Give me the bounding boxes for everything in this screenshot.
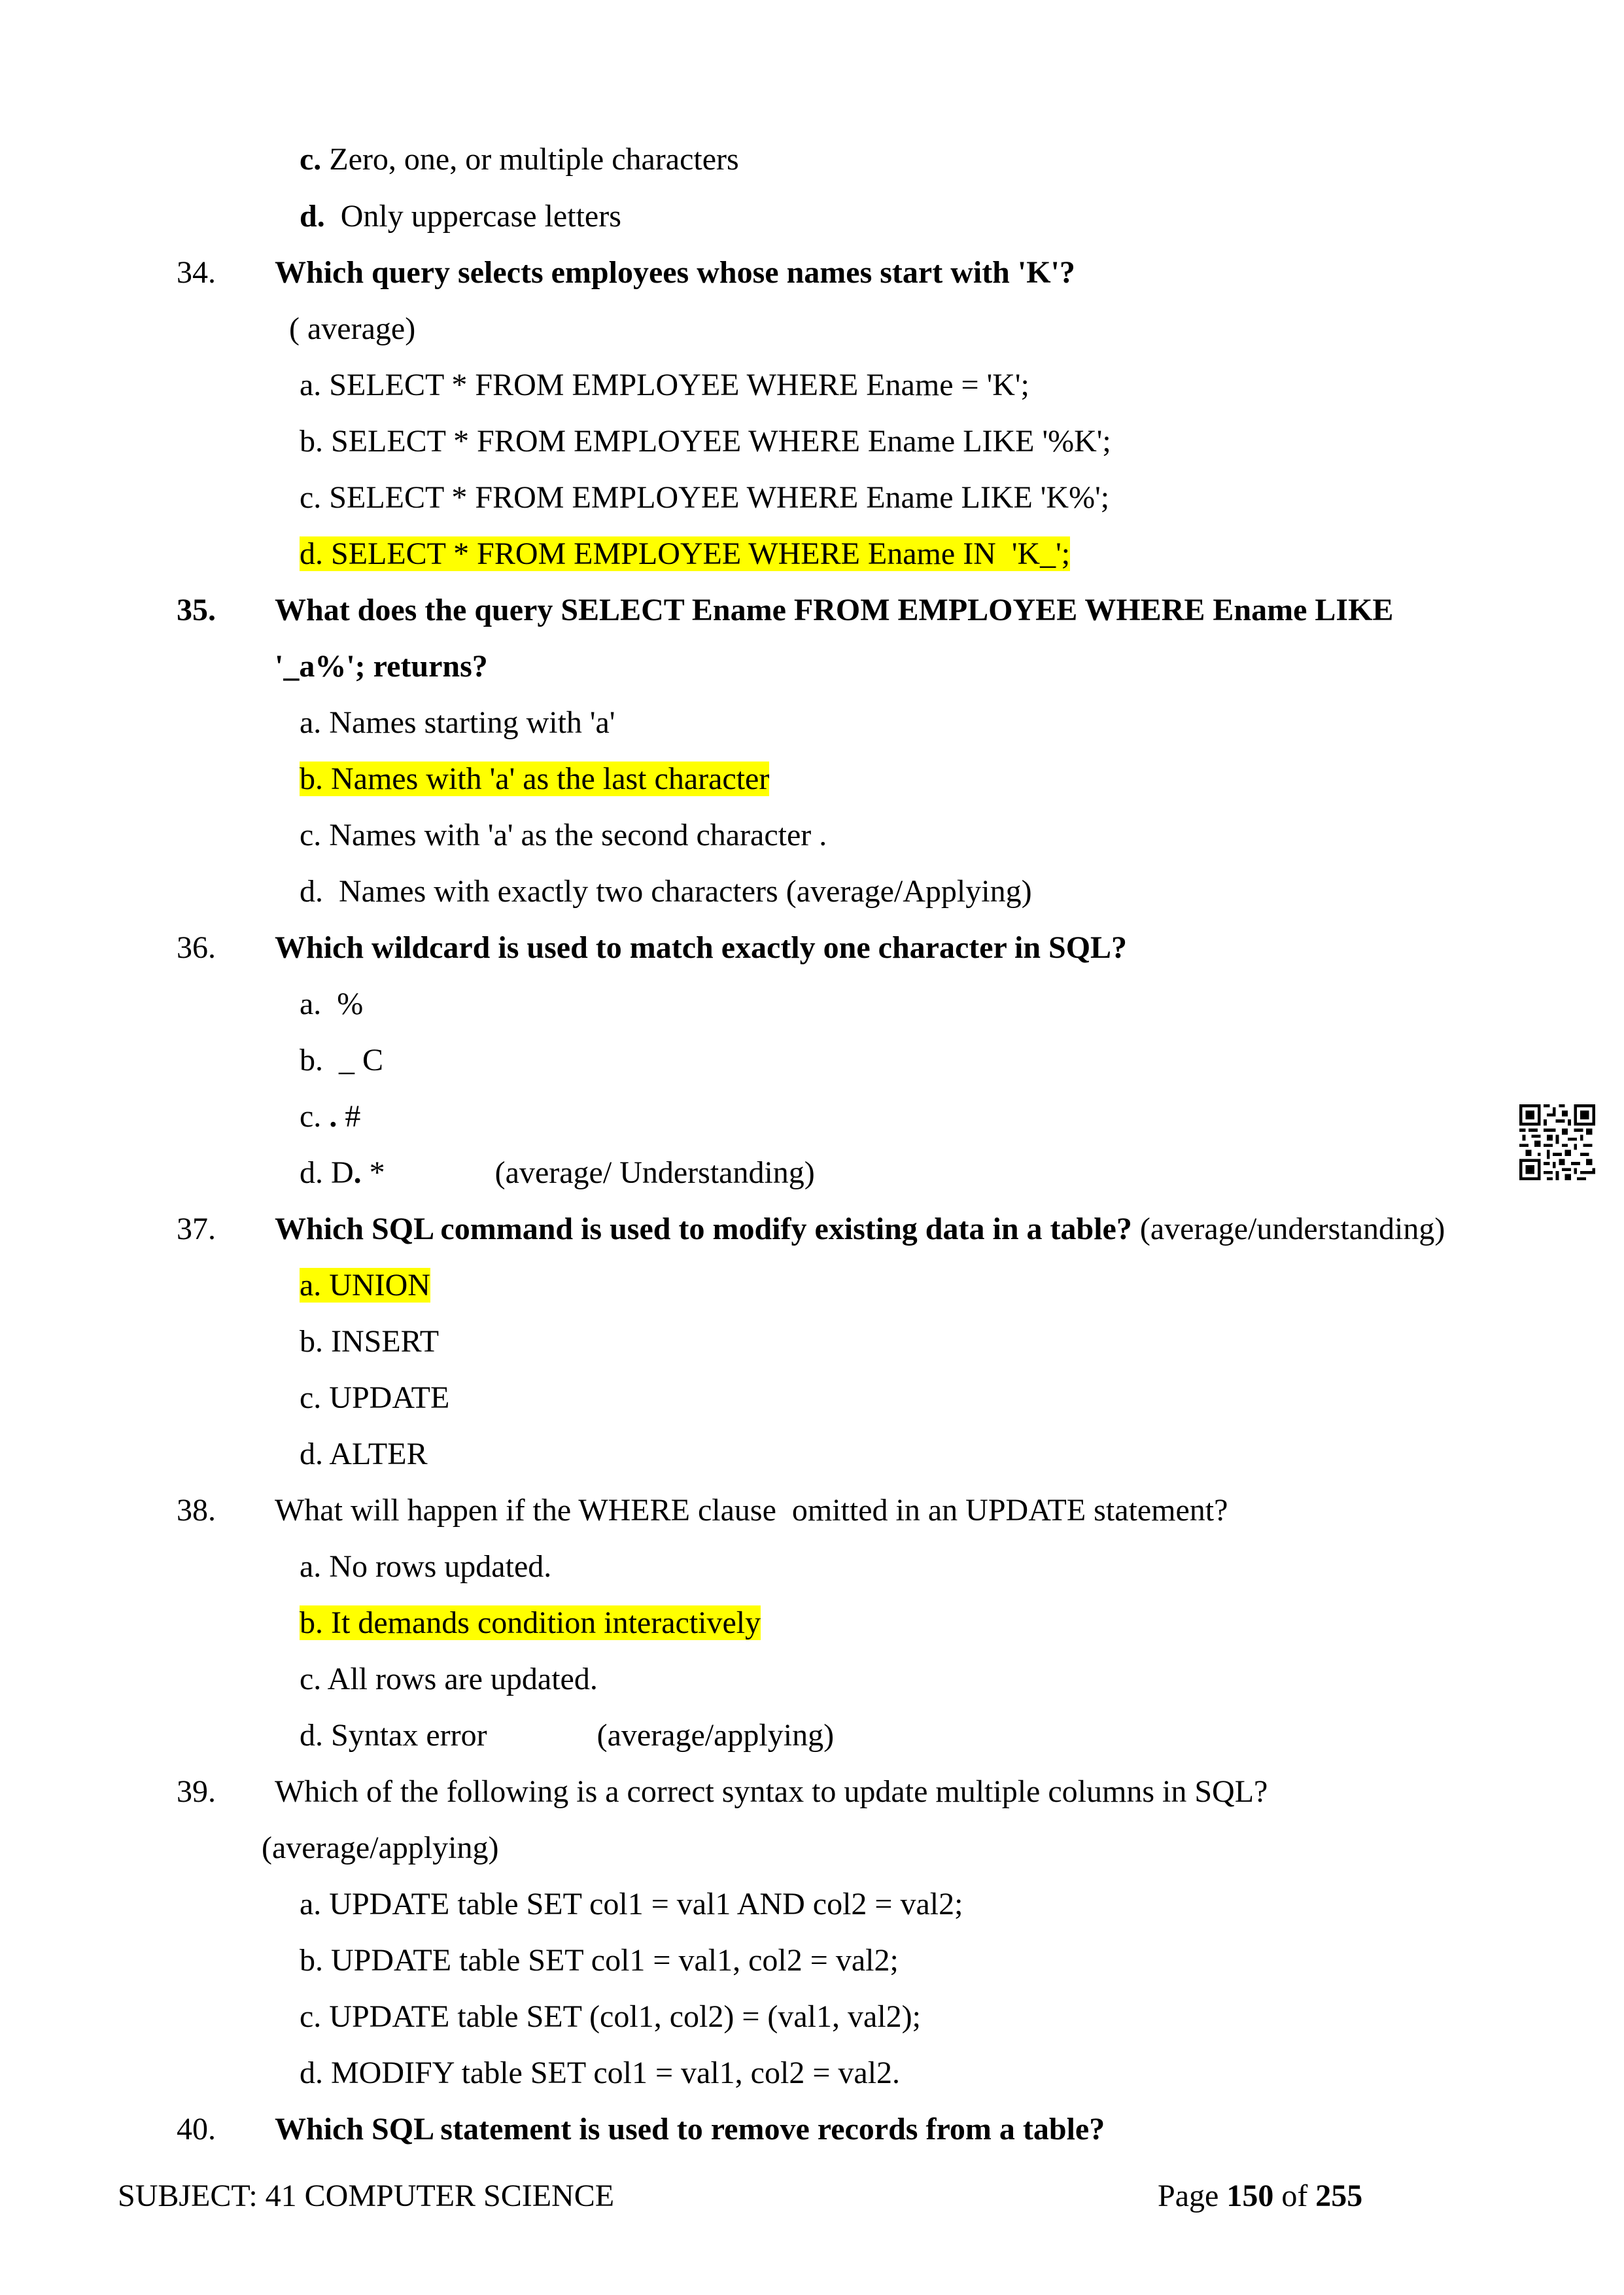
footer-subject: SUBJECT: 41 COMPUTER SCIENCE bbox=[118, 2179, 615, 2213]
text-line bbox=[300, 1096, 360, 1138]
question-text bbox=[275, 2109, 1105, 2150]
text-line bbox=[300, 1265, 430, 1306]
question-number: 40. bbox=[177, 2112, 216, 2146]
text-span: c. UPDATE bbox=[300, 1380, 450, 1415]
question-text bbox=[275, 589, 1393, 631]
question-number: 35. bbox=[177, 593, 216, 627]
qr-code-icon bbox=[1519, 1104, 1596, 1180]
text-span: . bbox=[353, 1155, 362, 1190]
text-span: b. UPDATE table SET col1 = val1, col2 = val2; bbox=[300, 1943, 899, 1978]
text-span: Which SQL statement is used to remove records from a table? bbox=[275, 2112, 1105, 2146]
text-line bbox=[262, 1827, 498, 1869]
text-span: d. Names with exactly two characters (average/Applying) bbox=[300, 874, 1032, 909]
text-line bbox=[300, 702, 615, 744]
question-text bbox=[275, 1771, 1268, 1813]
text-span: Which query selects employees whose names start with 'K'? bbox=[275, 255, 1075, 290]
text-line bbox=[300, 1546, 551, 1588]
text-span: d. MODIFY table SET col1 = val1, col2 = val2. bbox=[300, 2056, 901, 2090]
text-span: d. D bbox=[300, 1155, 354, 1190]
text-line bbox=[300, 139, 739, 181]
text-line bbox=[300, 1602, 761, 1644]
text-span: d. Syntax error (average/applying) bbox=[300, 1718, 835, 1753]
text-span: # bbox=[337, 1099, 361, 1134]
text-span: Which of the following is a correct syntax to update multiple columns in SQL? bbox=[275, 1774, 1268, 1809]
text-line bbox=[300, 477, 1109, 519]
text-line bbox=[300, 533, 1070, 575]
text-span: c. SELECT * FROM EMPLOYEE WHERE Ename LIKE 'K%'; bbox=[300, 480, 1110, 515]
text-span: What does the query SELECT Ename FROM EMPLOYEE WHERE Ename LIKE bbox=[275, 593, 1394, 627]
text-line bbox=[300, 1996, 921, 2038]
text-line bbox=[300, 1715, 834, 1757]
text-line bbox=[300, 815, 827, 856]
text-span: a. UPDATE table SET col1 = val1 AND col2 = val2; bbox=[300, 1887, 963, 1921]
text-span: '_a%'; returns? bbox=[275, 649, 488, 684]
text-span: Only uppercase letters bbox=[324, 199, 621, 234]
text-span: ( average) bbox=[281, 311, 416, 346]
text-line bbox=[300, 2052, 900, 2094]
question-number: 38. bbox=[177, 1493, 216, 1528]
text-span: Zero, one, or multiple characters bbox=[329, 142, 739, 177]
text-line bbox=[300, 364, 1029, 406]
text-span: c. bbox=[300, 1099, 330, 1134]
text-span: a. Names starting with 'a' bbox=[300, 705, 615, 740]
highlighted-answer: a. UNION bbox=[300, 1268, 430, 1303]
footer-page-number: Page 150 of 255 bbox=[1158, 2179, 1363, 2213]
text-span: Which wildcard is used to match exactly one character in SQL? bbox=[275, 930, 1128, 965]
text-span: b. INSERT bbox=[300, 1324, 440, 1359]
highlighted-answer: d. SELECT * FROM EMPLOYEE WHERE Ename IN 'K_'; bbox=[300, 536, 1071, 571]
text-span: (average/applying) bbox=[262, 1831, 499, 1865]
question-number: 39. bbox=[177, 1774, 216, 1809]
text-line bbox=[300, 196, 621, 237]
text-line bbox=[300, 421, 1111, 463]
text-line bbox=[300, 1940, 899, 1982]
text-span: a. No rows updated. bbox=[300, 1549, 552, 1584]
text-line bbox=[300, 1040, 383, 1081]
text-span: . bbox=[329, 1099, 337, 1134]
text-span: c. UPDATE table SET (col1, col2) = (val1, val2); bbox=[300, 1999, 921, 2034]
question-number: 36. bbox=[177, 930, 216, 965]
text-line bbox=[300, 1152, 815, 1194]
text-span: * (average/ Understanding) bbox=[361, 1155, 815, 1190]
highlighted-answer: b. It demands condition interactively bbox=[300, 1605, 761, 1640]
text-span: c. All rows are updated. bbox=[300, 1662, 598, 1696]
text-span: What will happen if the WHERE clause omitted in an UPDATE statement? bbox=[275, 1493, 1228, 1528]
text-line bbox=[300, 1658, 598, 1700]
question-text bbox=[275, 927, 1127, 969]
text-span: d. bbox=[300, 199, 325, 234]
text-span: d. ALTER bbox=[300, 1437, 428, 1471]
text-span: b. SELECT * FROM EMPLOYEE WHERE Ename LIKE '%K'; bbox=[300, 424, 1111, 459]
question-text bbox=[275, 252, 1075, 294]
text-line bbox=[300, 758, 769, 800]
text-line bbox=[300, 983, 363, 1025]
question-text bbox=[275, 1490, 1228, 1532]
text-span: b. _ C bbox=[300, 1043, 384, 1077]
text-line bbox=[275, 646, 488, 688]
text-span: (average/understanding) bbox=[1132, 1212, 1445, 1246]
text-span: a. % bbox=[300, 987, 364, 1021]
question-number: 34. bbox=[177, 255, 216, 290]
text-line bbox=[300, 1321, 439, 1363]
highlighted-answer: b. Names with 'a' as the last character bbox=[300, 762, 770, 796]
text-line bbox=[300, 1433, 428, 1475]
text-line bbox=[300, 1883, 963, 1925]
text-span: c. bbox=[300, 142, 330, 177]
text-line bbox=[300, 1377, 449, 1419]
question-text bbox=[275, 1208, 1445, 1250]
text-span: a. SELECT * FROM EMPLOYEE WHERE Ename = 'K'; bbox=[300, 368, 1029, 402]
text-span: Which SQL command is used to modify existing data in a table? bbox=[275, 1212, 1132, 1246]
text-span: c. Names with 'a' as the second character . bbox=[300, 818, 827, 852]
text-line bbox=[300, 871, 1032, 913]
question-number: 37. bbox=[177, 1212, 216, 1246]
text-line bbox=[281, 308, 415, 350]
